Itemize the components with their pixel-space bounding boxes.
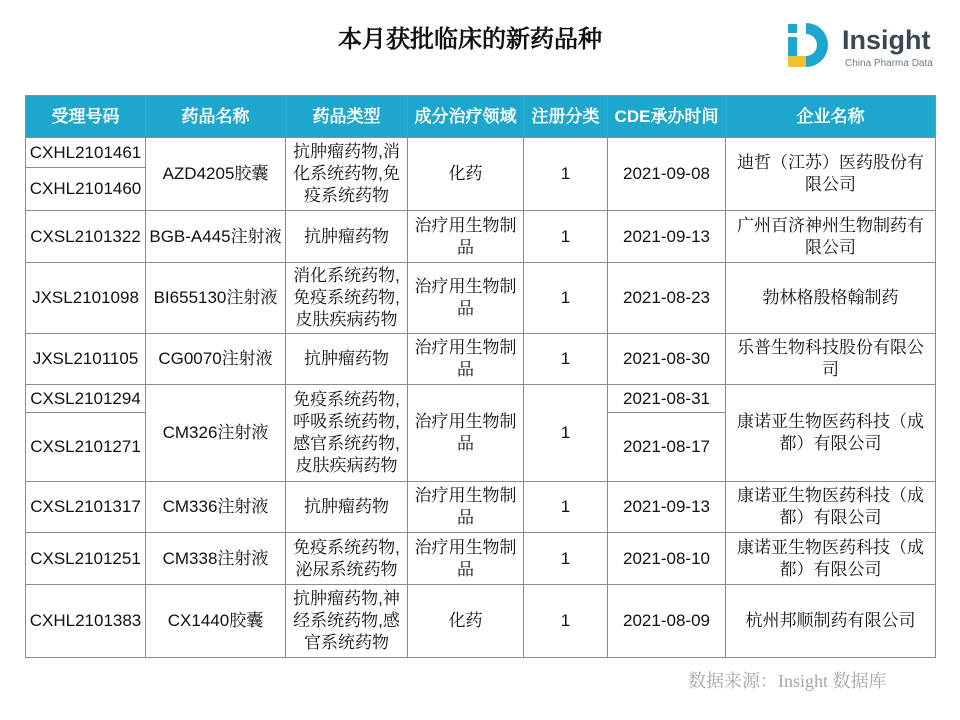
table-row: [26, 263, 936, 334]
cell-category: 治疗用生物制品: [408, 385, 524, 482]
cell-company: 迪哲（江苏）医药股份有限公司: [726, 138, 936, 211]
cell-cde-date: 2021-08-09: [608, 585, 726, 658]
cell-category: 化药: [408, 585, 524, 658]
page-title: 本月获批临床的新药品种: [338, 26, 602, 53]
drug-table: [25, 95, 936, 658]
cell-acceptance-number: JXSL2101105: [26, 334, 146, 385]
column-header-drug-type: 药品类型: [286, 96, 408, 138]
cell-cde-date: 2021-09-13: [608, 211, 726, 263]
table-row: [26, 385, 936, 413]
table-row: [26, 138, 936, 168]
cell-category: 治疗用生物制品: [408, 263, 524, 334]
cell-company: 杭州邦顺制药有限公司: [726, 585, 936, 658]
cell-registration-class: 1: [524, 482, 608, 533]
cell-acceptance-number: CXHL2101383: [26, 585, 146, 658]
cell-cde-date: 2021-08-23: [608, 263, 726, 334]
cell-drug-type: 抗肿瘤药物: [286, 482, 408, 533]
table-row: [26, 211, 936, 263]
cell-drug-type: 抗肿瘤药物,神经系统药物,感官系统药物: [286, 585, 408, 658]
cell-registration-class: 1: [524, 385, 608, 482]
cell-acceptance-number: CXSL2101294: [26, 385, 146, 413]
cell-category: 化药: [408, 138, 524, 211]
column-header-acceptance-number: 受理号码: [26, 96, 146, 138]
column-header-cde-date: CDE承办时间: [608, 96, 726, 138]
table-header-row: [26, 96, 936, 138]
cell-category: 治疗用生物制品: [408, 211, 524, 263]
cell-registration-class: 1: [524, 533, 608, 585]
cell-cde-date: 2021-09-13: [608, 482, 726, 533]
cell-company: 勃林格殷格翰制药: [726, 263, 936, 334]
cell-acceptance-number: CXSL2101271: [26, 413, 146, 482]
cell-company: 广州百济神州生物制药有限公司: [726, 211, 936, 263]
cell-drug-name: AZD4205胶囊: [146, 138, 286, 211]
insight-logo-icon: [784, 20, 834, 70]
cell-category: 治疗用生物制品: [408, 482, 524, 533]
cell-registration-class: 1: [524, 263, 608, 334]
table-row: [26, 482, 936, 533]
cell-drug-type: 消化系统药物,免疫系统药物,皮肤疾病药物: [286, 263, 408, 334]
cell-drug-type: 抗肿瘤药物: [286, 211, 408, 263]
cell-cde-date: 2021-08-31: [608, 385, 726, 413]
cell-company: 康诺亚生物医药科技（成都）有限公司: [726, 385, 936, 482]
cell-drug-type: 免疫系统药物,呼吸系统药物,感官系统药物,皮肤疾病药物: [286, 385, 408, 482]
cell-drug-name: CG0070注射液: [146, 334, 286, 385]
cell-drug-type: 免疫系统药物,泌尿系统药物: [286, 533, 408, 585]
cell-registration-class: 1: [524, 585, 608, 658]
cell-cde-date: 2021-08-30: [608, 334, 726, 385]
cell-drug-name: CX1440胶囊: [146, 585, 286, 658]
cell-company: 康诺亚生物医药科技（成都）有限公司: [726, 533, 936, 585]
cell-registration-class: 1: [524, 211, 608, 263]
cell-category: 治疗用生物制品: [408, 533, 524, 585]
column-header-company: 企业名称: [726, 96, 936, 138]
cell-acceptance-number: CXHL2101461: [26, 138, 146, 168]
cell-acceptance-number: CXSL2101322: [26, 211, 146, 263]
cell-acceptance-number: CXSL2101317: [26, 482, 146, 533]
table-row: [26, 585, 936, 658]
cell-acceptance-number: JXSL2101098: [26, 263, 146, 334]
cell-acceptance-number: CXHL2101460: [26, 168, 146, 211]
column-header-drug-name: 药品名称: [146, 96, 286, 138]
cell-drug-name: BI655130注射液: [146, 263, 286, 334]
column-header-registration-class: 注册分类: [524, 96, 608, 138]
cell-cde-date: 2021-08-17: [608, 413, 726, 482]
brand-name: Insight: [842, 25, 931, 55]
brand-tagline: China Pharma Data: [845, 58, 933, 69]
cell-drug-name: BGB-A445注射液: [146, 211, 286, 263]
cell-cde-date: 2021-08-10: [608, 533, 726, 585]
table-row: [26, 533, 936, 585]
cell-company: 乐普生物科技股份有限公司: [726, 334, 936, 385]
cell-registration-class: 1: [524, 334, 608, 385]
table-row: [26, 334, 936, 385]
column-header-category: 成分治疗领域: [408, 96, 524, 138]
data-source-note: 数据来源：Insight 数据库: [688, 671, 887, 691]
cell-drug-name: CM338注射液: [146, 533, 286, 585]
cell-drug-name: CM326注射液: [146, 385, 286, 482]
cell-company: 康诺亚生物医药科技（成都）有限公司: [726, 482, 936, 533]
cell-cde-date: 2021-09-08: [608, 138, 726, 211]
cell-acceptance-number: CXSL2101251: [26, 533, 146, 585]
cell-category: 治疗用生物制品: [408, 334, 524, 385]
cell-drug-type: 抗肿瘤药物,消化系统药物,免疫系统药物: [286, 138, 408, 211]
cell-registration-class: 1: [524, 138, 608, 211]
cell-drug-name: CM336注射液: [146, 482, 286, 533]
cell-drug-type: 抗肿瘤药物: [286, 334, 408, 385]
brand-logo: [784, 20, 936, 74]
